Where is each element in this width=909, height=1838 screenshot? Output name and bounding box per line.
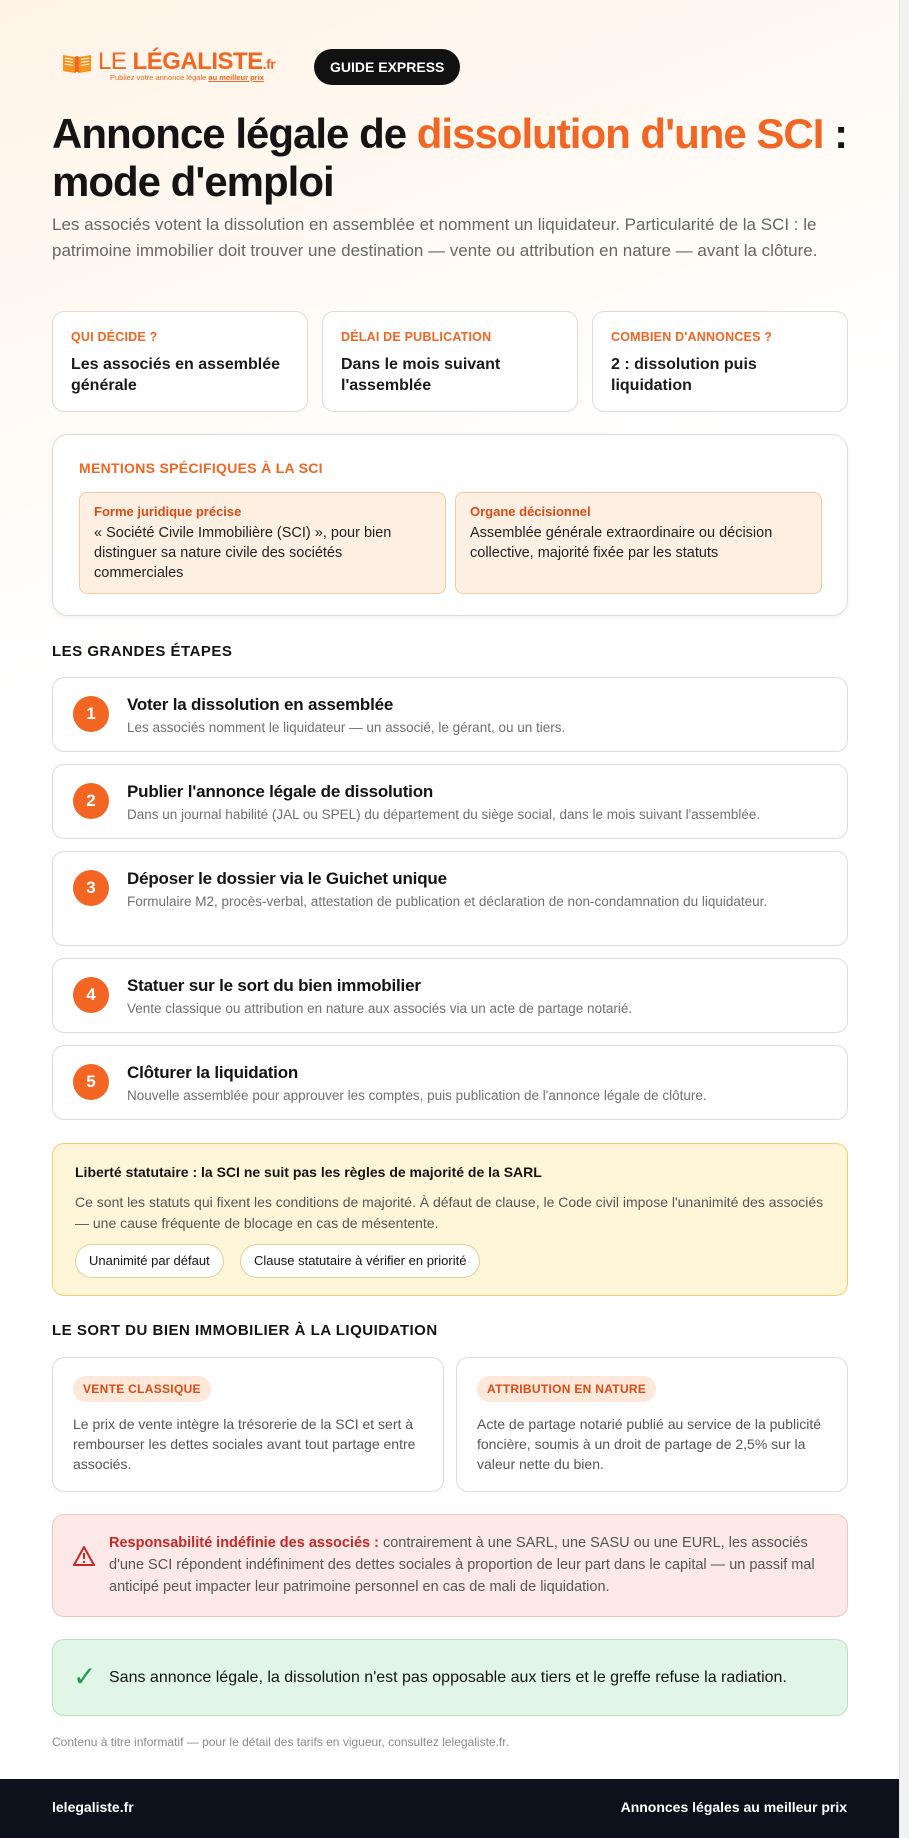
step-description: Vente classique ou attribution en nature aux associés via un acte de partage notarié. xyxy=(127,1001,633,1016)
step-number: 1 xyxy=(73,696,109,732)
title-part1: Annonce légale de xyxy=(52,110,417,157)
callout-pill: Unanimité par défaut xyxy=(75,1244,224,1278)
info-card-label: QUI DÉCIDE ? xyxy=(71,330,158,344)
logo-tagline-text: Publiez votre annonce légale xyxy=(110,73,207,82)
page-title xyxy=(52,110,852,206)
step-description: Les associés nomment le liquidateur — un associé, le gérant, ou un tiers. xyxy=(127,720,566,735)
logo-tagline-bold: au meilleur prix xyxy=(208,73,264,82)
guide-express-badge: GUIDE EXPRESS xyxy=(314,49,460,85)
title-accent: dissolution d'une SCI xyxy=(416,110,824,157)
intro-text: Les associés votent la dissolution en assemblée et nomment un liquidateur. Particularité de la SCI : le patrimoine immobilier doit trouver une destination — vente ou attribution en nature — avant la clôture. xyxy=(52,215,818,260)
bien-card-attribution xyxy=(456,1357,848,1492)
footer xyxy=(0,1779,899,1838)
mention-value: Assemblée générale extraordinaire ou décision collective, majorité fixée par les statuts xyxy=(470,525,773,561)
steps-section-title: LES GRANDES ÉTAPES xyxy=(52,643,233,660)
logo-prefix: LE xyxy=(98,48,133,75)
warning-text xyxy=(109,1532,829,1598)
step-number: 4 xyxy=(73,977,109,1013)
warning-bold: Responsabilité indéfinie des associés : xyxy=(109,1535,379,1551)
step-title: Statuer sur le sort du bien immobilier xyxy=(127,976,421,995)
mentions-title: MENTIONS SPÉCIFIQUES À LA SCI xyxy=(79,460,323,476)
step-number: 3 xyxy=(73,870,109,906)
footer-site-link[interactable]: lelegaliste.fr xyxy=(52,1799,134,1815)
checkmark-icon: ✓ xyxy=(73,1661,97,1692)
warning-body: contrairement à une SARL, une SASU ou une EURL, les associés d'une SCI répondent indéfiniment des dettes sociales à proportion de leur part dans le capital — un passif mal anticipé peut impacter leur patrimoine personnel en cas de mali de liquidation. xyxy=(109,1535,815,1595)
step-item xyxy=(52,851,848,946)
step-number: 5 xyxy=(73,1064,109,1100)
majority-callout xyxy=(52,1143,848,1296)
step-description: Nouvelle assemblée pour approuver les comptes, puis publication de l'annonce légale de clôture. xyxy=(127,1088,707,1103)
info-card-label: COMBIEN D'ANNONCES ? xyxy=(611,330,773,344)
step-description: Dans un journal habilité (JAL ou SPEL) du département du siège social, dans le mois suivant l'assemblée. xyxy=(127,807,761,822)
success-text: Sans annonce légale, la dissolution n'est pas opposable aux tiers et le greffe refuse la radiation. xyxy=(109,1669,787,1686)
step-item xyxy=(52,1045,848,1120)
bien-text: Le prix de vente intègre la trésorerie de la SCI et sert à rembourser les dettes sociales avant tout partage entre associés. xyxy=(73,1416,416,1472)
disclaimer: Contenu à titre informatif — pour le détail des tarifs en vigueur, consultez lelegaliste.fr. xyxy=(52,1735,509,1749)
header xyxy=(62,48,462,88)
step-title: Publier l'annonce légale de dissolution xyxy=(127,782,434,801)
mentions-panel xyxy=(52,434,848,616)
liability-warning xyxy=(52,1514,848,1617)
warning-triangle-icon xyxy=(73,1545,95,1567)
logo-tld: .fr xyxy=(262,56,276,72)
book-icon xyxy=(62,52,92,74)
mention-label: Forme juridique précise xyxy=(94,504,242,519)
step-item xyxy=(52,958,848,1033)
callout-pill: Clause statutaire à vérifier en priorité xyxy=(240,1244,480,1278)
bien-tag: ATTRIBUTION EN NATURE xyxy=(477,1376,656,1402)
step-number: 2 xyxy=(73,783,109,819)
bien-section-title: LE SORT DU BIEN IMMOBILIER À LA LIQUIDATION xyxy=(52,1322,438,1339)
mention-forme-juridique xyxy=(79,492,446,594)
bien-tag: VENTE CLASSIQUE xyxy=(73,1376,211,1402)
step-item xyxy=(52,764,848,839)
info-card-value: Dans le mois suivant l'assemblée xyxy=(341,356,501,394)
opposability-note xyxy=(52,1639,848,1716)
info-card-value: Les associés en assemblée générale xyxy=(71,356,281,394)
scrollbar[interactable] xyxy=(899,0,909,1838)
logo-tagline xyxy=(110,73,264,82)
footer-tagline: Annonces légales au meilleur prix xyxy=(620,1799,847,1815)
bien-text: Acte de partage notarié publié au service de la publicité foncière, soumis à un droit de partage de 2,5% sur la valeur nette du bien. xyxy=(477,1416,821,1472)
bien-card-vente xyxy=(52,1357,444,1492)
step-title: Voter la dissolution en assemblée xyxy=(127,695,394,714)
mention-label: Organe décisionnel xyxy=(470,504,591,519)
title-part2: : mode d'emploi xyxy=(52,110,848,205)
info-card-decision xyxy=(52,311,308,412)
mention-value: « Société Civile Immobilière (SCI) », pour bien distinguer sa nature civile des sociétés commerciales xyxy=(94,525,392,581)
step-item xyxy=(52,677,848,752)
info-card-label: DÉLAI DE PUBLICATION xyxy=(341,330,492,344)
step-title: Clôturer la liquidation xyxy=(127,1063,299,1082)
callout-title: Liberté statutaire : la SCI ne suit pas les règles de majorité de la SARL xyxy=(75,1164,542,1180)
info-card-annonces xyxy=(592,311,848,412)
info-card-value: 2 : dissolution puis liquidation xyxy=(611,356,757,394)
mention-organe xyxy=(455,492,822,594)
step-title: Déposer le dossier via le Guichet unique xyxy=(127,869,447,888)
logo-bold: LÉGALISTE xyxy=(132,48,263,75)
info-cards xyxy=(52,311,848,412)
info-card-delai xyxy=(322,311,578,412)
callout-text: Ce sont les statuts qui fixent les conditions de majorité. À défaut de clause, le Code civil impose l'unanimité des associés — une cause fréquente de blocage en cas de mésentente. xyxy=(75,1194,824,1231)
step-description: Formulaire M2, procès-verbal, attestation de publication et déclaration de non-condamnation du liquidateur. xyxy=(127,894,768,909)
